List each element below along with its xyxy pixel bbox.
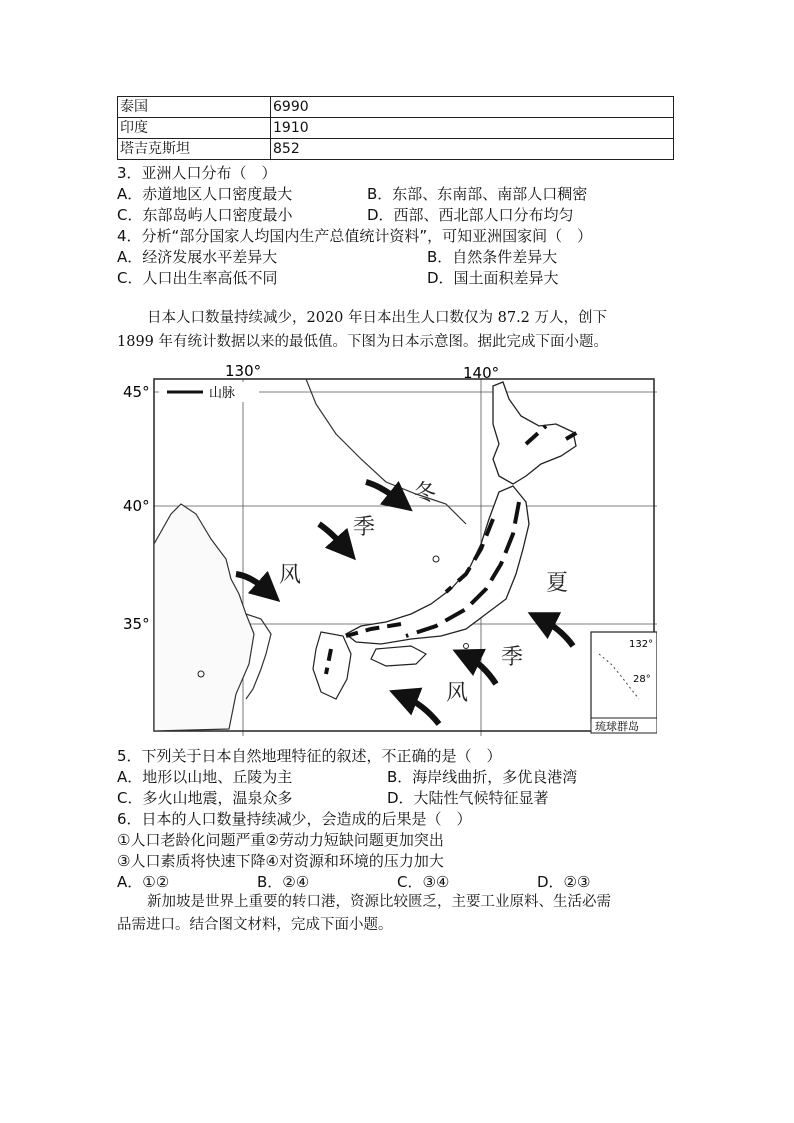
q4-stem: 4．分析“部分国家人均国内生产总值统计资料”，可知亚洲国家间（ ）	[117, 227, 593, 245]
passage-singapore-line2: 品需进口。结合图文材料，完成下面小题。	[117, 917, 393, 933]
summer-label-2: 季	[501, 645, 524, 670]
q4-option-a: A．经济发展水平差异大	[117, 248, 278, 266]
q3-option-b: B．东部、东南部、南部人口稠密	[367, 185, 588, 203]
q6-option-b: B．②④	[257, 873, 310, 891]
q6-item2: ③人口素质将快速下降④对资源和环境的压力加大	[117, 852, 444, 870]
inset-caption: 琉球群岛	[595, 720, 639, 733]
q3-option-d: D．西部、西北部人口分布均匀	[367, 206, 574, 224]
passage-singapore-line1: 新加坡是世界上重要的转口港，资源比较匮乏，主要工业原料、生活必需	[147, 894, 611, 910]
winter-label-2: 季	[353, 515, 376, 540]
legend-label: 山脉	[209, 386, 236, 401]
value-cell: 852	[271, 139, 674, 160]
q6-stem: 6．日本的人口数量持续减少，会造成的后果是（ ）	[117, 810, 472, 828]
lon-label-140: 140°	[463, 364, 500, 382]
passage-japan-line2: 1899 年有统计数据以来的最低值。下图为日本示意图。据此完成下面小题。	[117, 334, 609, 350]
summer-label-3: 风	[446, 681, 469, 706]
gdp-table	[117, 96, 674, 160]
q6-option-c: C．③④	[397, 873, 450, 891]
lat-label-45: 45°	[123, 383, 150, 401]
q6-option-a: A．①②	[117, 873, 170, 891]
country-cell: 泰国	[118, 97, 271, 118]
value-cell: 6990	[271, 97, 674, 118]
shikoku	[371, 646, 426, 666]
summer-label-1: 夏	[546, 571, 569, 596]
lat-label-40: 40°	[123, 497, 150, 515]
value-cell: 1910	[271, 118, 674, 139]
q3-stem: 3．亚洲人口分布（ ）	[117, 164, 277, 182]
q4-option-b: B．自然条件差异大	[427, 248, 558, 266]
winter-label-1: 冬	[414, 481, 437, 506]
q4-option-d: D．国土面积差异大	[427, 269, 559, 287]
table-row	[118, 139, 674, 160]
q3-option-c: C．东部岛屿人口密度最小	[117, 206, 293, 224]
table-row	[118, 118, 674, 139]
lat-label-35: 35°	[123, 615, 150, 633]
passage-japan-line1: 日本人口数量持续减少，2020 年日本出生人口数仅为 87.2 万人，创下	[147, 310, 608, 326]
country-cell: 印度	[118, 118, 271, 139]
japan-map	[121, 364, 657, 736]
country-cell: 塔吉克斯坦	[118, 139, 271, 160]
q5-option-c: C．多火山地震，温泉众多	[117, 789, 293, 807]
winter-label-3: 风	[279, 563, 302, 588]
table-row	[118, 97, 674, 118]
q5-option-d: D．大陆性气候特征显著	[387, 789, 549, 807]
inset-lat-label: 28°	[633, 674, 651, 685]
q5-option-b: B．海岸线曲折，多优良港湾	[387, 768, 578, 786]
q6-option-d: D．②③	[537, 873, 591, 891]
q5-stem: 5．下列关于日本自然地理特征的叙述，不正确的是（ ）	[117, 747, 502, 765]
q3-option-a: A．赤道地区人口密度最大	[117, 185, 293, 203]
inset-lon-label: 132°	[629, 639, 654, 650]
q4-option-c: C．人口出生率高低不同	[117, 269, 278, 287]
q6-item1: ①人口老龄化问题严重②劳动力短缺问题更加突出	[117, 831, 444, 849]
lon-label-130: 130°	[225, 364, 262, 380]
q5-option-a: A．地形以山地、丘陵为主	[117, 768, 293, 786]
